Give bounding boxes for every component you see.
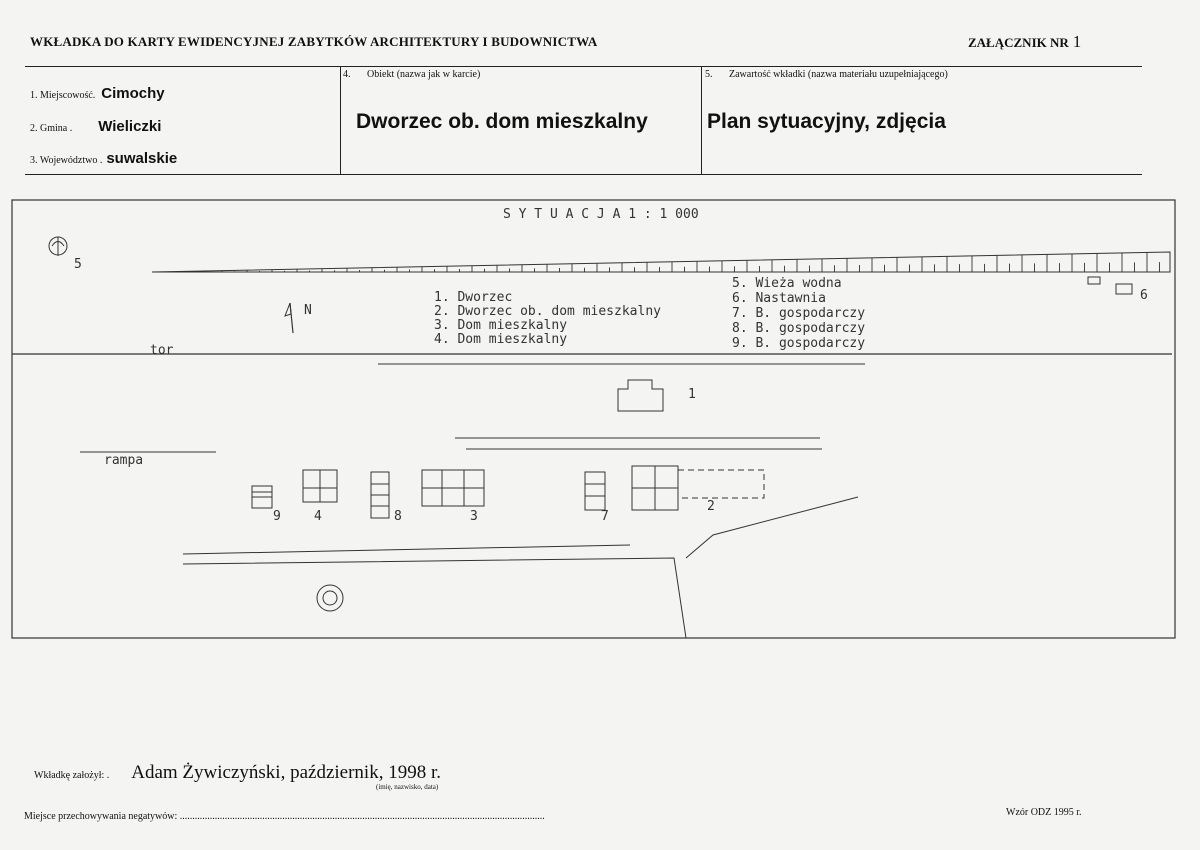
document-title: WKŁADKA DO KARTY EWIDENCYJNEJ ZABYTKÓW ARCHITEKTURY I BUDOWNICTWA bbox=[30, 34, 598, 49]
field-voivodeship bbox=[30, 150, 177, 168]
legend-left bbox=[434, 290, 661, 347]
field-object-header bbox=[343, 69, 480, 80]
legend-item-5: 5. Wieża wodna bbox=[732, 276, 842, 291]
building-outbuilding-9 bbox=[252, 486, 272, 508]
field-object-value: Dworzec ob. dom mieszkalny bbox=[356, 110, 648, 133]
north-arrow-icon bbox=[285, 303, 293, 333]
field-contents-desc: Zawartość wkładki (nazwa materiału uzupełniającego) bbox=[729, 69, 948, 80]
field-locality-value: Cimochy bbox=[101, 85, 165, 102]
building-number-5: 5 bbox=[74, 257, 82, 272]
legend-item-1: 1. Dworzec bbox=[434, 290, 513, 305]
legend-item-4: 4. Dom mieszkalny bbox=[434, 332, 568, 347]
building-number-8: 8 bbox=[394, 509, 402, 524]
founder-hint: (imię, nazwisko, data) bbox=[376, 783, 439, 791]
negatives-dots: .................................................................................................................................................. bbox=[179, 811, 545, 822]
legend-item-3: 3. Dom mieszkalny bbox=[434, 318, 568, 333]
building-number-2: 2 bbox=[707, 499, 715, 514]
road-lower-b bbox=[183, 558, 686, 638]
building-station bbox=[618, 380, 663, 411]
building-outbuilding-7 bbox=[585, 472, 605, 510]
building-number-1: 1 bbox=[688, 387, 696, 402]
signal-box-b bbox=[1116, 284, 1132, 294]
info-divider-2 bbox=[701, 66, 702, 174]
field-commune-label: 2. Gmina . bbox=[30, 123, 73, 134]
form-version: Wzór ODZ 1995 r. bbox=[1006, 807, 1082, 818]
water-tower-symbol bbox=[49, 237, 67, 256]
annex-label-text: ZAŁĄCZNIK NR bbox=[968, 35, 1069, 50]
building-number-7: 7 bbox=[601, 509, 609, 524]
field-object-number: 4. bbox=[343, 69, 351, 80]
field-locality bbox=[30, 85, 165, 103]
field-voivodeship-value: suwalskie bbox=[106, 150, 178, 167]
field-commune bbox=[30, 118, 161, 136]
founder-value: Adam Żywiczyński, październik, 1998 r. bbox=[131, 762, 441, 783]
well-symbol bbox=[317, 585, 343, 611]
legend-item-6: 6. Nastawnia bbox=[732, 291, 826, 306]
legend-item-2: 2. Dworzec ob. dom mieszkalny bbox=[434, 304, 661, 319]
negatives-label: Miejsce przechowywania negatywów: bbox=[24, 811, 180, 822]
negatives-line bbox=[24, 811, 545, 822]
ramp-label: rampa bbox=[104, 453, 144, 468]
building-number-6: 6 bbox=[1140, 288, 1148, 303]
field-contents-number: 5. bbox=[705, 69, 713, 80]
field-object-desc: Obiekt (nazwa jak w karcie) bbox=[367, 69, 481, 80]
building-number-3: 3 bbox=[470, 509, 478, 524]
plan-scale-title: S Y T U A C J A 1 : 1 000 bbox=[503, 207, 699, 222]
site-plan bbox=[0, 190, 1200, 650]
field-voivodeship-label: 3. Województwo . bbox=[30, 155, 103, 166]
north-label: N bbox=[304, 303, 312, 318]
legend-item-9: 9. B. gospodarczy bbox=[732, 336, 866, 351]
building-former-station-2 bbox=[632, 466, 764, 510]
field-contents-header bbox=[705, 69, 948, 80]
legend-item-8: 8. B. gospodarczy bbox=[732, 321, 866, 336]
building-number-9: 9 bbox=[273, 509, 281, 524]
founder-label: Wkładkę założył: . bbox=[34, 770, 110, 781]
scale-bar bbox=[152, 252, 1170, 272]
info-top-rule bbox=[25, 66, 1142, 67]
annex-label bbox=[968, 32, 1081, 52]
legend-item-7: 7. B. gospodarczy bbox=[732, 306, 866, 321]
track-label: tor bbox=[150, 343, 174, 358]
building-house-3 bbox=[422, 470, 484, 506]
signal-box-a bbox=[1088, 277, 1100, 284]
field-contents-value: Plan sytuacyjny, zdjęcia bbox=[707, 110, 946, 133]
field-locality-label: 1. Miejscowość. bbox=[30, 90, 96, 101]
plan-frame bbox=[12, 200, 1175, 638]
road-lower-a bbox=[183, 545, 630, 554]
info-divider-1 bbox=[340, 66, 341, 174]
legend-right bbox=[732, 276, 865, 351]
field-commune-value: Wieliczki bbox=[98, 118, 162, 135]
info-bottom-rule bbox=[25, 174, 1142, 175]
annex-number: 1 bbox=[1072, 32, 1082, 51]
founder-line bbox=[34, 762, 441, 784]
building-house-4 bbox=[303, 470, 337, 502]
building-outbuilding-8 bbox=[371, 472, 389, 518]
building-number-4: 4 bbox=[314, 509, 322, 524]
